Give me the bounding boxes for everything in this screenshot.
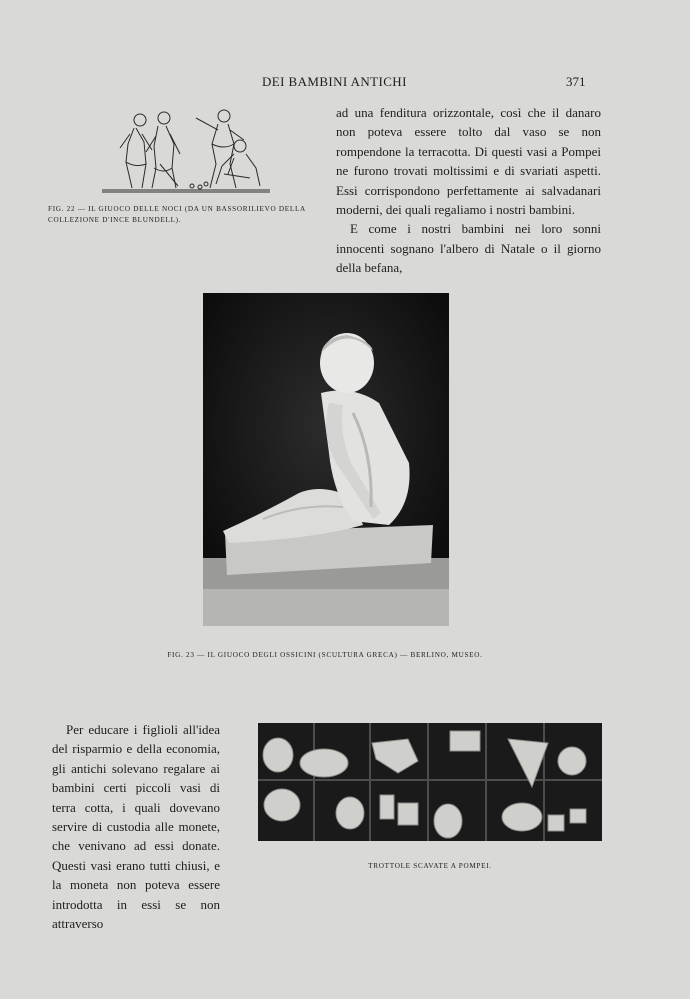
figure-23-caption: FIG. 23 — IL GIUOCO DEGLI OSSICINI (SCULTURA GRECA) — BERLINO, MUSEO. (167, 651, 483, 659)
paragraph: Per educare i figlioli all'idea del risparmio e della economia, gli antichi solevano regalare ai bambini certi piccoli vasi di terra cotta, i quali dovevano servire di custodia alle monete, che venivano ad essi donate. Questi vasi erano tutti chiusi, e la moneta non poteva essere introdotta in essi se non attraverso (52, 722, 220, 932)
paragraph-continued: ad una fenditura orizzontale, così che il danaro non poteva essere tolto dal vaso se non rompendone la terracotta. Di questi vasi a Pompei ne furono trovati moltissimi e di svariati aspetti. Essi corrispondono perfettamente ai salvadanari moderni, dei quali regaliamo i nostri bambini. (336, 105, 601, 218)
relief-drawing (100, 104, 272, 194)
running-header: DEI BAMBINI ANTICHI (262, 74, 407, 89)
figure-24-caption: TROTTOLE SCAVATE A POMPEI. (368, 862, 492, 870)
figure-22-image (100, 104, 272, 194)
tops-display-case (258, 723, 602, 841)
page-number: 371 (566, 74, 586, 89)
sculpture-photo (203, 293, 449, 626)
left-column-text (52, 720, 220, 933)
figure-22-caption: FIG. 22 — IL GIUOCO DELLE NOCI (DA UN BASSORILIEVO DELLA COLLEZIONE D'INCE BLUNDELL). (48, 205, 306, 224)
paragraph: E come i nostri bambini nei loro sonni innocenti sognano l'albero di Natale o il giorno della befana, (336, 221, 601, 276)
figure-24-image (258, 723, 602, 841)
right-column-text (336, 103, 601, 278)
figure-23-image (203, 293, 449, 626)
